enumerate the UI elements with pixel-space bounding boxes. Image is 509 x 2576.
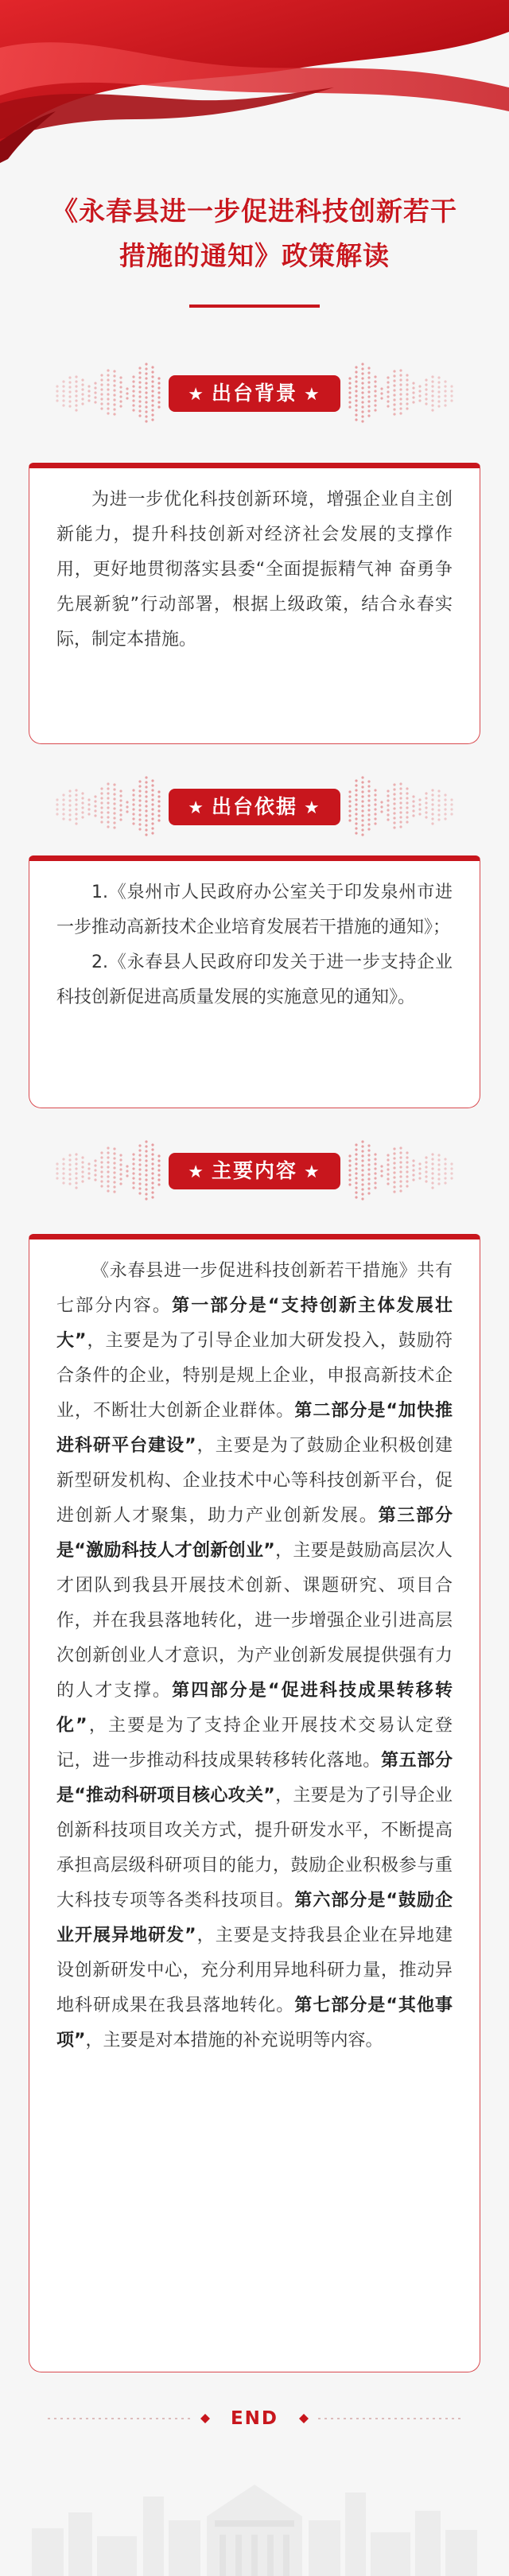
basis-item-1: 1.《泉州市人民政府办公室关于印发泉州市进一步推动高新技术企业培育发展若干措施的通知》； <box>56 883 453 937</box>
city-skyline-watermark <box>0 2441 509 2576</box>
section-heading-pill <box>169 1153 340 1189</box>
section-heading-pill <box>169 375 340 412</box>
star-icon: ★ <box>304 1162 321 1182</box>
section-card-basis <box>29 855 480 1108</box>
content-segment-bold: 第一部分是“支持创新主体发展壮大” <box>56 1296 453 1351</box>
content-segment: ，主要是为了引导企业创新科技项目攻关方式，提升研发水平，不断提高承担高层级科研项目的能力，鼓励企业积极参与重大科技专项等各类科技项目。 <box>56 1786 453 1911</box>
content-segment: ，主要是为了引导企业加大研发投入，鼓励符合条件的企业，特别是规上企业，申报高新技术企业，不断壮大创新企业群体。 <box>56 1331 453 1421</box>
content-segment: ，主要是对本措施的补充说明等内容。 <box>85 2031 383 2050</box>
star-icon: ★ <box>188 385 205 405</box>
section-heading-text: 出台背景 <box>211 382 297 405</box>
content-segment: 《永春县进一步促进科技创新若干措施》共有七部分内容。 <box>56 1261 453 1316</box>
section-header-main-content <box>0 1124 509 1212</box>
content-segment-bold: 第七部分是“其他事项” <box>56 1996 453 2050</box>
content-segment-bold: 第三部分是“激励科技人才创新创业” <box>56 1506 453 1561</box>
section-card-main-content <box>29 1234 480 2372</box>
content-segment-bold: 第二部分是“加快推进科研平台建设” <box>56 1401 453 1456</box>
content-segment: ，主要是鼓励高层次人才团队到我县开展技术创新、课题研究、项目合作，并在我县落地转化，进一步增强企业引进高层次创新创业人才意识，为产业创新发展提供强有力的人才支撑。 <box>56 1541 453 1701</box>
content-segment-bold: 第四部分是“促进科技成果转移转化” <box>56 1681 453 1736</box>
section-heading-text: 主要内容 <box>211 1159 297 1182</box>
main-content-paragraph <box>56 1254 453 2058</box>
basis-item-2: 2.《永春县人民政府印发关于进一步支持企业科技创新促进高质量发展的实施意见的通知》。 <box>56 952 453 1007</box>
page-title-line-1: 《永春县进一步促进科技创新若干 <box>52 196 457 227</box>
red-ribbon-banner <box>0 0 509 167</box>
section-paragraph: 为进一步优化科技创新环境，增强企业自主创新能力，提升科技创新对经济社会发展的支撑作用，更好地贯彻落实县委“全面提振精气神 奋勇争先展新貌”行动部署，根据上级政策，结合永春实际，制定本措施。 <box>56 490 453 650</box>
star-icon: ★ <box>188 1162 205 1182</box>
content-segment: ，主要是支持我县企业在异地建设创新研发中心，充分利用异地科研力量，推动异地科研成果在我县落地转化。 <box>56 1926 453 2015</box>
content-segment: ，主要是为了支持企业开展技术交易认定登记，进一步推动科技成果转移转化落地。 <box>56 1716 453 1771</box>
title-underline <box>189 305 320 308</box>
section-card-background <box>29 463 480 744</box>
star-icon: ★ <box>188 798 205 818</box>
page-title <box>24 189 485 278</box>
section-heading-text: 出台依据 <box>211 795 297 818</box>
content-segment: ，主要是为了鼓励企业积极创建新型研发机构、企业技术中心等科技创新平台，促进创新人才聚集，助力产业创新发展。 <box>56 1436 453 1526</box>
section-header-background <box>0 347 509 434</box>
end-label: END <box>230 2408 279 2429</box>
section-heading-pill <box>169 789 340 825</box>
content-segment-bold: 第五部分是“推动科研项目核心攻关” <box>56 1751 453 1806</box>
star-icon: ★ <box>304 385 321 405</box>
content-segment-bold: 第六部分是“鼓励企业开展异地研发” <box>56 1891 453 1946</box>
end-divider <box>0 2403 509 2434</box>
section-header-basis <box>0 760 509 848</box>
page-title-line-2: 措施的通知》政策解读 <box>119 240 390 271</box>
star-icon: ★ <box>304 798 321 818</box>
